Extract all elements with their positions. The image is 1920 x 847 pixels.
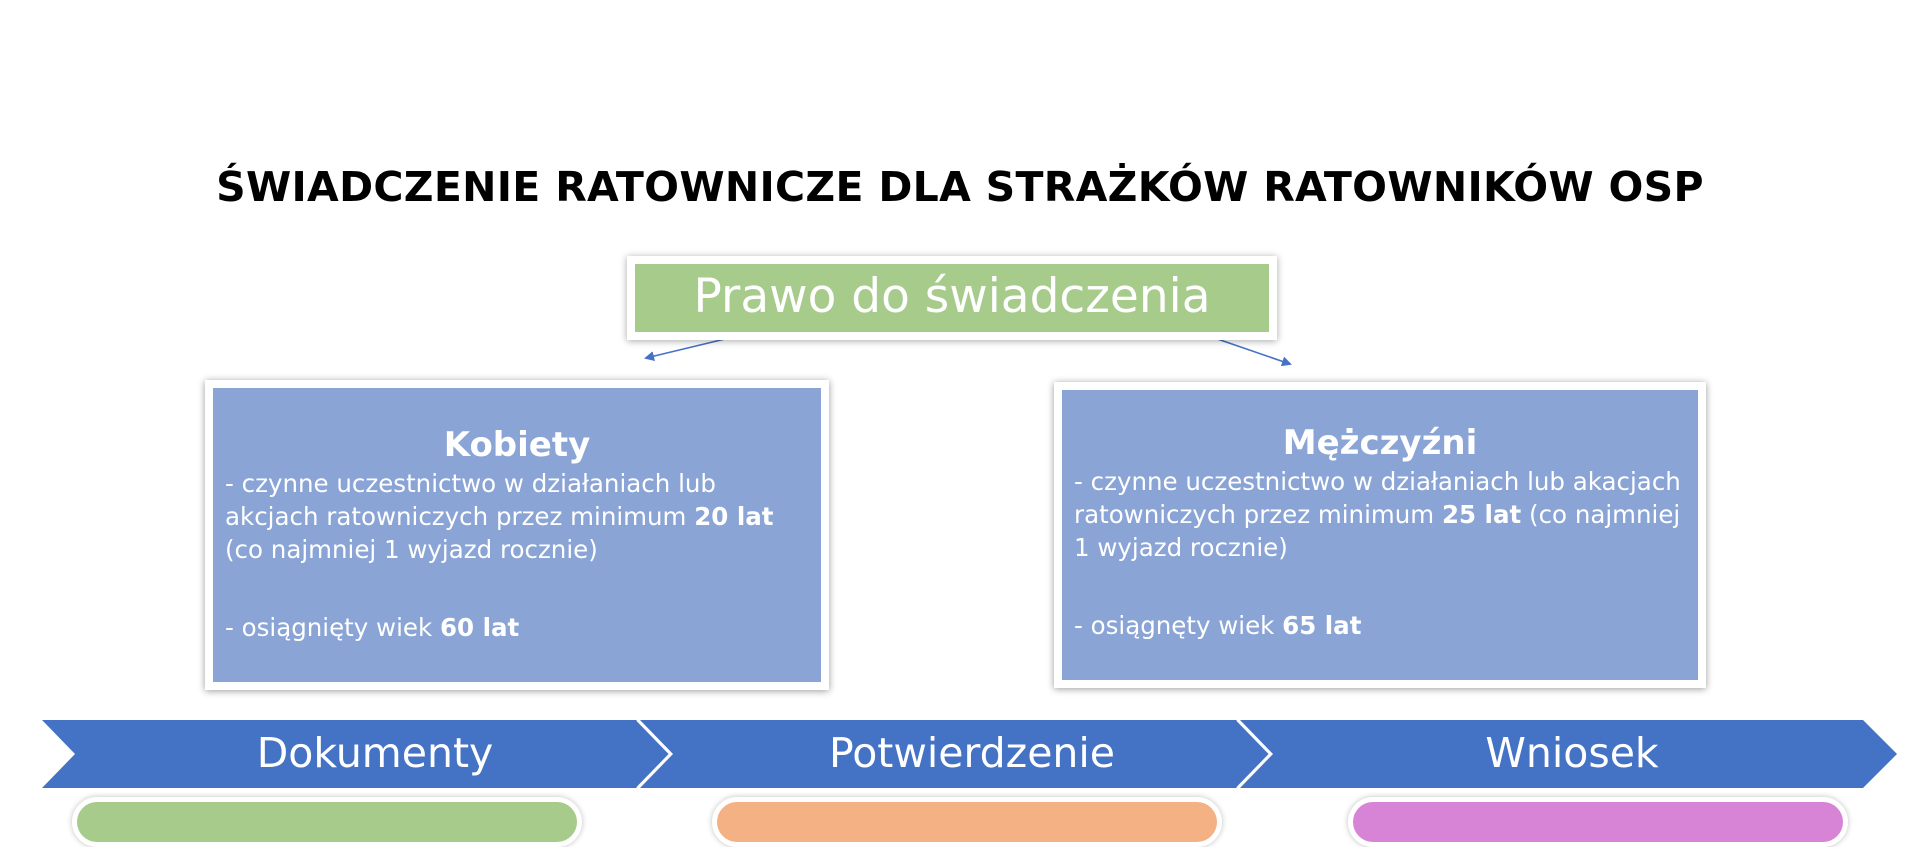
women-card xyxy=(213,388,821,682)
page-title: ŚWIADCZENIE RATOWNICZE DLA STRAŻKÓW RATOWNIKÓW OSP xyxy=(216,163,1704,211)
bottom-card-confirmation xyxy=(712,797,1222,847)
step-confirmation: Potwierdzenie xyxy=(828,729,1116,777)
women-requirement-activity: - czynne uczestnictwo w działaniach lub akcjach ratowniczych przez minimum 20 lat (co najmniej 1 wyjazd rocznie) xyxy=(225,469,774,564)
step-documents: Dokumenty xyxy=(256,729,494,777)
women-card-title: Kobiety xyxy=(443,425,591,465)
bottom-card-documents xyxy=(72,797,582,847)
women-requirement-age: - osiągnięty wiek 60 lat xyxy=(225,613,520,642)
step-application: Wniosek xyxy=(1485,729,1659,777)
right-to-benefit-box: Prawo do świadczenia xyxy=(635,264,1269,332)
men-card xyxy=(1062,390,1698,680)
men-requirement-activity: - czynne uczestnictwo w działaniach lub akacjach ratowniczych przez minimum 25 lat (co najmniej 1 wyjazd rocznie) xyxy=(1074,467,1681,562)
men-card-title: Mężczyźni xyxy=(1282,423,1478,463)
bottom-card-application xyxy=(1348,797,1848,847)
men-requirement-age: - osiągnęty wiek 65 lat xyxy=(1074,611,1362,640)
